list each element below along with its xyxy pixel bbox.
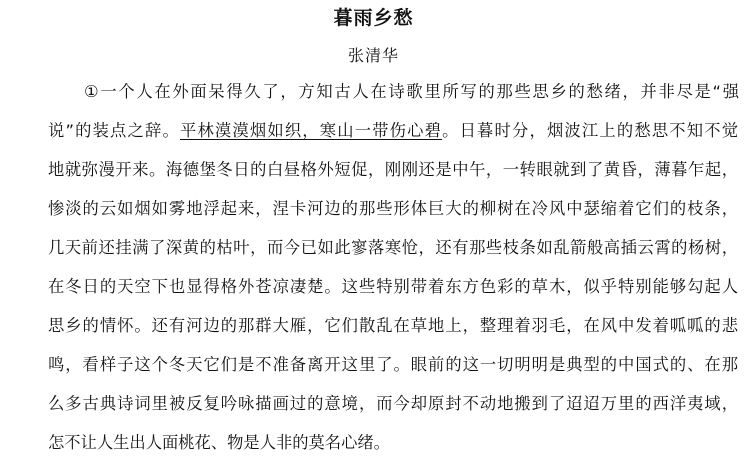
paragraph-line-9: 么多古典诗词里被反复吟咏描画过的意境，而今却原封不动地搬到了迢迢万里的西洋夷域， [48, 394, 738, 413]
paragraph-line-2 [48, 119, 738, 143]
paragraph-line-1: ①一个人在外面呆得久了，方知古人在诗歌里所写的那些思乡的愁绪，并非尽是“强 [84, 82, 739, 101]
paragraph-line-10: 怎不让人生出人面桃花、物是人非的莫名心绪。 [48, 433, 390, 452]
paragraph-line-6: 在冬日的天空下也显得格外苍凉凄楚。这些特别带着东方色彩的草木，似乎特别能够勾起人 [48, 277, 738, 296]
author-name: 张清华 [347, 46, 399, 65]
paragraph-line-4: 惨淡的云如烟如雾地浮起来，涅卡河边的那些形体巨大的柳树在冷风中瑟缩着它们的枝条， [48, 199, 738, 218]
paragraph-line-5: 几天前还挂满了深黄的枯叶，而今已如此寥落寒怆，还有那些枝条如乱箭般高插云霄的杨树， [48, 238, 738, 257]
paragraph-line-7: 思乡的情怀。还有河边的那群大雁，它们散乱在草地上，整理着羽毛，在风中发着呱呱的悲 [48, 316, 738, 335]
paragraph-text: 。日暮时分，烟波江上的愁思不知不觉 [442, 121, 738, 140]
paragraph-text: 说”的装点之辞。 [48, 121, 180, 140]
paragraph-line-3: 地就弥漫开来。海德堡冬日的白昼格外短促，刚刚还是中午，一转眼就到了黄昏，薄暮乍起， [48, 160, 738, 179]
article-title: 暮雨乡愁 [333, 7, 414, 29]
underlined-quote: 平林漠漠烟如织，寒山一带伤心碧 [179, 121, 443, 140]
paragraph-line-8: 鸣，看样子这个冬天它们是不准备离开这里了。眼前的这一切明明是典型的中国式的、在那 [48, 355, 738, 374]
